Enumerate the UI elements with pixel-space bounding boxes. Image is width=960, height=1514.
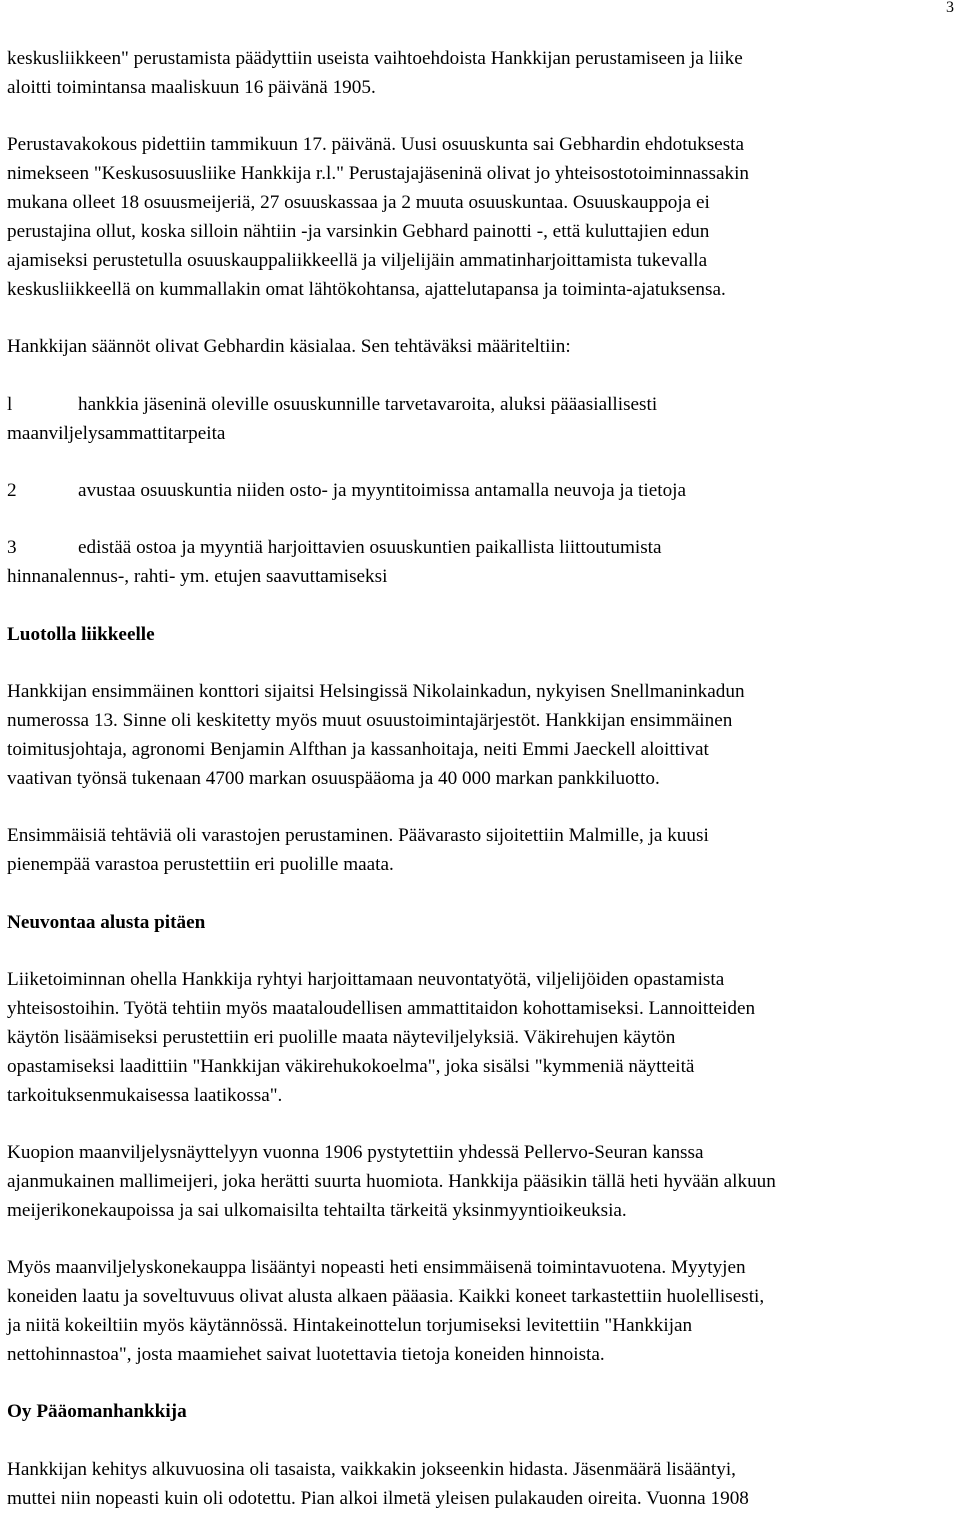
- text-line: aloitti toimintansa maaliskuun 16 päivänä 1905.: [7, 76, 376, 98]
- text-line: Luotolla liikkeelle: [7, 623, 155, 645]
- text-line: mukana olleet 18 osuusmeijeriä, 27 osuuskassaa ja 2 muuta osuuskuntaa. Osuuskauppoja ei: [7, 192, 710, 214]
- numbered-item: [7, 391, 957, 449]
- text-line: koneiden laatu ja soveltuvuus olivat alusta alkaen pääasia. Kaikki koneet tarkastettiin huolellisesti,: [7, 1286, 765, 1308]
- text-line: Neuvontaa alusta pitäen: [7, 911, 206, 933]
- text-line: Kuopion maanviljelysnäyttelyyn vuonna 1906 pystytettiin yhdessä Pellervo-Seuran kanssa: [7, 1141, 704, 1163]
- text-line: [7, 534, 957, 563]
- paragraph: [7, 966, 957, 1111]
- item-text: hankkia jäseninä oleville osuuskunnille tarvetavaroita, aluksi pääasiallisesti: [78, 393, 658, 415]
- paragraph-gap: [7, 1370, 957, 1399]
- page-number: 3: [946, 0, 954, 16]
- item-text: avustaa osuuskuntia niiden osto- ja myyntitoimissa antamalla neuvoja ja tietoja: [78, 479, 687, 501]
- text-line: perustajina ollut, koska silloin nähtiin -ja varsinkin Gebhard painotti -, että kuluttajien edun: [7, 221, 710, 243]
- text-line: keskusliikkeen" perustamista päädyttiin useista vaihtoehdoista Hankkijan perustamiseen ja liike: [7, 48, 743, 69]
- paragraph-gap: [7, 650, 957, 679]
- numbered-item: [7, 534, 957, 592]
- paragraph-gap: [7, 937, 957, 966]
- text-line: Perustavakokous pidettiin tammikuun 17. päivänä. Uusi osuuskunta sai Gebhardin ehdotuksesta: [7, 134, 745, 156]
- paragraph: [7, 333, 957, 362]
- item-text: edistää ostoa ja myyntiä harjoittavien osuuskuntien paikallista liittoutumista: [78, 537, 662, 559]
- text-line: Liiketoiminnan ohella Hankkija ryhtyi harjoittamaan neuvontatyötä, viljelijöiden opastamista: [7, 968, 725, 990]
- item-number: l: [7, 393, 13, 415]
- paragraph-gap: [7, 448, 957, 477]
- text-line: pienempää varastoa perustettiin eri puolille maata.: [7, 854, 394, 876]
- paragraph-gap: [7, 1110, 957, 1139]
- item-number: 3: [7, 537, 17, 559]
- text-line: keskusliikkeellä on kummallakin omat lähtökohtansa, ajattelutapansa ja toiminta-ajatuksensa.: [7, 278, 726, 300]
- text-line: Hankkijan ensimmäinen konttori sijaitsi Helsingissä Nikolainkadun, nykyisen Snellmaninkadun: [7, 681, 745, 703]
- paragraph-gap: [7, 305, 957, 334]
- text-line: tarkoituksenmukaisessa laatikossa".: [7, 1084, 283, 1106]
- text-line: Oy Pääomanhankkija: [7, 1401, 187, 1423]
- paragraph: [7, 678, 957, 794]
- text-line: käytön lisäämiseksi perustettiin eri puolille maata näyteviljelyksiä. Väkirehujen käytön: [7, 1026, 676, 1048]
- text-line: yhteisostoihin. Työtä tehtiin myös maataloudellisen ammattitaidon kohottamiseksi. Lannoitteiden: [7, 997, 756, 1019]
- item-number: 2: [7, 479, 17, 501]
- paragraph: [7, 45, 957, 103]
- section-heading: [7, 909, 957, 938]
- text-line: opastamiseksi laadittiin "Hankkijan väkirehukokoelma", joka sisälsi "kymmeniä näytteitä: [7, 1055, 695, 1077]
- text-line: Ensimmäisiä tehtäviä oli varastojen perustaminen. Päävarasto sijoitettiin Malmille, ja kuusi: [7, 825, 709, 847]
- text-line: muttei niin nopeasti kuin oli odotettu. Pian alkoi ilmetä yleisen pulakauden oireita. Vuonna 1908: [7, 1487, 749, 1509]
- paragraph: [7, 131, 957, 304]
- text-line: vaativan työnsä tukenaan 4700 markan osuuspääoma ja 40 000 markan pankkiluotto.: [7, 767, 660, 789]
- paragraph-gap: [7, 362, 957, 391]
- section-heading: [7, 621, 957, 650]
- text-line: ajamiseksi perustetulla osuuskauppaliikkeellä ja viljelijäin ammatinharjoittamista tukevalla: [7, 249, 708, 271]
- text-line: [7, 391, 957, 420]
- paragraph: [7, 822, 957, 880]
- paragraph-gap: [7, 103, 957, 132]
- text-line: [7, 477, 957, 506]
- text-line: Hankkijan säännöt olivat Gebhardin käsialaa. Sen tehtäväksi määriteltiin:: [7, 336, 571, 358]
- text-line: Hankkijan kehitys alkuvuosina oli tasaista, vaikkakin jokseenkin hidasta. Jäsenmäärä lisääntyi,: [7, 1458, 736, 1480]
- paragraph-gap: [7, 880, 957, 909]
- document-page: [7, 45, 957, 1514]
- paragraph-gap: [7, 506, 957, 535]
- section-heading: [7, 1398, 957, 1427]
- text-line: nettohinnastoa", josta maamiehet saivat luotettavia tietoja koneiden hinnoista.: [7, 1343, 605, 1365]
- paragraph: [7, 1139, 957, 1226]
- text-line: nimekseen "Keskusosuusliike Hankkija r.l." Perustajajäseninä olivat jo yhteisostotoiminnassakin: [7, 163, 750, 185]
- text-line: ja niitä kokeiltiin myös käytännössä. Hintakeinottelun torjumiseksi levitettiin "Hankkijan: [7, 1315, 693, 1336]
- numbered-item: [7, 477, 957, 506]
- text-line: toimitusjohtaja, agronomi Benjamin Alfthan ja kassanhoitaja, neiti Emmi Jaeckell aloittivat: [7, 738, 709, 760]
- paragraph-gap: [7, 592, 957, 621]
- paragraph-gap: [7, 1226, 957, 1255]
- text-line: Myös maanviljelyskonekauppa lisääntyi nopeasti heti ensimmäisenä toimintavuotena. Myytyjen: [7, 1257, 746, 1279]
- paragraph-gap: [7, 1427, 957, 1456]
- text-line: numerossa 13. Sinne oli keskitetty myös muut osuustoimintajärjestöt. Hankkijan ensimmäinen: [7, 710, 733, 731]
- paragraph: [7, 1254, 957, 1370]
- text-line: meijerikonekaupoissa ja sai ulkomaisilta tehtailta tärkeitä yksinmyyntioikeuksia.: [7, 1199, 627, 1221]
- text-line: ajanmukainen mallimeijeri, joka herätti suurta huomiota. Hankkija pääsikin tällä heti hyvään alkuun: [7, 1170, 776, 1192]
- paragraph: [7, 1456, 957, 1514]
- text-line: maanviljelysammattitarpeita: [7, 422, 226, 444]
- text-line: hinnanalennus-, rahti- ym. etujen saavuttamiseksi: [7, 566, 388, 588]
- paragraph-gap: [7, 794, 957, 823]
